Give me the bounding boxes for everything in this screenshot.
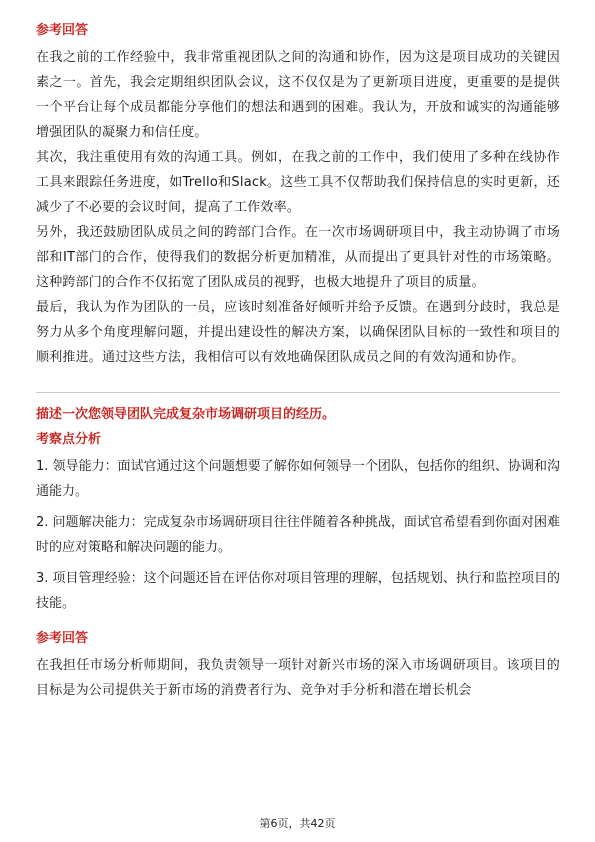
answer-paragraph: 在我之前的工作经验中，我非常重视团队之间的沟通和协作，因为这是项目成功的关键因素之一。首先，我会定期组织团队会议，这不仅仅是为了更新项目进度，更重要的是提供一个平台让每个成员都能分享他们的想法和遇到的困难。我认为，开放和诚实的沟通能够增强团队的凝聚力和信任度。 [36,50,560,140]
analysis-item: 3. 项目管理经验：这个问题还旨在评估你对项目管理的理解，包括规划、执行和监控项目的技能。 [36,571,560,611]
reference-answer-heading-2: 参考回答 [36,631,89,646]
section-divider [36,392,560,393]
answer-paragraph: 其次，我注重使用有效的沟通工具。例如，在我之前的工作中，我们使用了多种在线协作工具来跟踪任务进度，如Trello和Slack。这些工具不仅帮助我们保持信息的实时更新，还减少了不必要的会议时间，提高了工作效率。 [36,150,560,215]
analysis-item: 2. 问题解决能力：完成复杂市场调研项目往往伴随着各种挑战，面试官希望看到你面对困难时的应对策略和解决问题的能力。 [36,515,560,555]
analysis-heading: 考察点分析 [36,432,102,447]
answer-paragraph: 在我担任市场分析师期间，我负责领导一项针对新兴市场的深入市场调研项目。该项目的目标是为公司提供关于新市场的消费者行为、竞争对手分析和潜在增长机会 [36,658,560,698]
page-content [36,22,560,703]
answer-paragraph: 最后，我认为作为团队的一员，应该时刻准备好倾听并给予反馈。在遇到分歧时，我总是努力从多个角度理解问题，并提出建设性的解决方案，以确保团队目标的一致性和项目的顺利推进。通过这些方法，我相信可以有效地确保团队成员之间的有效沟通和协作。 [36,300,560,365]
analysis-item: 1. 领导能力：面试官通过这个问题想要了解你如何领导一个团队，包括你的组织、协调和沟通能力。 [36,459,560,499]
reference-answer-heading: 参考回答 [36,23,89,38]
interview-question: 描述一次您领导团队完成复杂市场调研项目的经历。 [36,407,336,422]
answer-paragraph: 另外，我还鼓励团队成员之间的跨部门合作。在一次市场调研项目中，我主动协调了市场部和IT部门的合作，使得我们的数据分析更加精准，从而提出了更具针对性的市场策略。这种跨部门的合作不仅拓宽了团队成员的视野，也极大地提升了项目的质量。 [36,225,560,290]
page-number: 第6页，共42页 [259,817,336,830]
